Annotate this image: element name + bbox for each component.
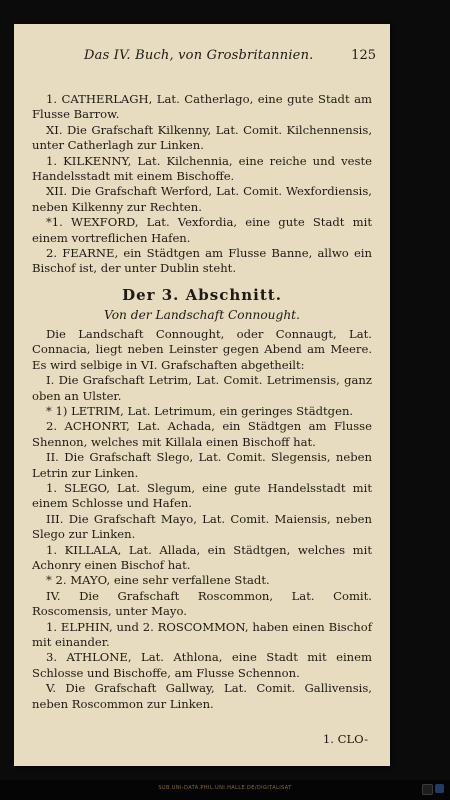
paragraph: 1. KILLALA, Lat. Allada, ein Städtgen, welches mit Achonry einen Bischof hat.: [32, 542, 372, 572]
running-head: [84, 48, 384, 68]
paragraph: XII. Die Grafschaft Werford, Lat. Comit. Wexfordiensis, neben Kilkenny zur Rechten.: [32, 184, 372, 214]
book-page: [14, 24, 390, 766]
paragraph: IV. Die Grafschaft Roscommon, Lat. Comit. Roscomensis, unter Mayo.: [32, 588, 372, 619]
logo-square-icon: [422, 784, 433, 795]
footer-caption: SUB.UNI-DATA.PHIL.UNI.HALLE.DE/DIGITALISAT: [158, 785, 292, 791]
paragraph: *1. WEXFORD, Lat. Vexfordia, eine gute Stadt mit einem vortreflichen Hafen.: [32, 215, 372, 245]
running-title: Das IV. Buch, von Grosbritannien.: [84, 48, 314, 63]
catchword: 1. CLO-: [322, 732, 368, 746]
paragraph: V. Die Grafschaft Gallway, Lat. Comit. Gallivensis, neben Roscommon zur Linken.: [32, 681, 372, 711]
paragraph: 2. ACHONRT, Lat. Achada, ein Städtgen am Flusse Shennon, welches mit Killala einen Bischoff hat.: [32, 419, 372, 449]
section-heading: Der 3. Abschnitt.: [122, 285, 282, 304]
page-number: 125: [351, 48, 376, 63]
paragraph: 1. ELPHIN, und 2. ROSCOMMON, haben einen Bischof mit einander.: [32, 619, 372, 649]
section-subheading: Von der Landschaft Connought.: [104, 307, 300, 322]
library-logo-icon: [422, 784, 444, 794]
paragraph: 3. ATHLONE, Lat. Athlona, eine Stadt mit einem Schlosse und Bischoffe, am Flusse Schennon.: [32, 650, 372, 680]
logo-square-icon: [435, 784, 444, 793]
paragraph: 1. CATHERLAGH, Lat. Catherlago, eine gute Stadt am Flusse Barrow.: [32, 92, 372, 122]
page-text: [32, 92, 372, 712]
paragraph: 2. FEARNE, ein Städtgen am Flusse Banne, allwo ein Bischof ist, der unter Dublin steht.: [32, 246, 372, 276]
paragraph: XI. Die Grafschaft Kilkenny, Lat. Comit. Kilchennensis, unter Catherlagh zur Linken.: [32, 122, 372, 153]
paragraph: II. Die Grafschaft Slego, Lat. Comit. Slegensis, neben Letrin zur Linken.: [32, 450, 372, 480]
paragraph: Die Landschaft Connought, oder Connaugt, Lat. Connacia, liegt neben Leinster gegen Abend am Meere. Es wird selbige in VI. Grafschaften abgetheilt:: [32, 326, 372, 372]
paragraph: I. Die Grafschaft Letrim, Lat. Comit. Letrimensis, ganz oben an Ulster.: [32, 373, 372, 403]
paragraph: 1. SLEGO, Lat. Slegum, eine gute Handelsstadt mit einem Schlosse und Hafen.: [32, 480, 372, 511]
paragraph: * 1) LETRIM, Lat. Letrimum, ein geringes Städtgen.: [46, 403, 354, 418]
footer-bar: [0, 780, 450, 800]
paragraph: III. Die Grafschaft Mayo, Lat. Comit. Maiensis, neben Slego zur Linken.: [32, 511, 372, 542]
paragraph: * 2. MAYO, eine sehr verfallene Stadt.: [46, 573, 270, 588]
paragraph: 1. KILKENNY, Lat. Kilchennia, eine reiche und veste Handelsstadt mit einem Bischoffe.: [32, 153, 372, 184]
